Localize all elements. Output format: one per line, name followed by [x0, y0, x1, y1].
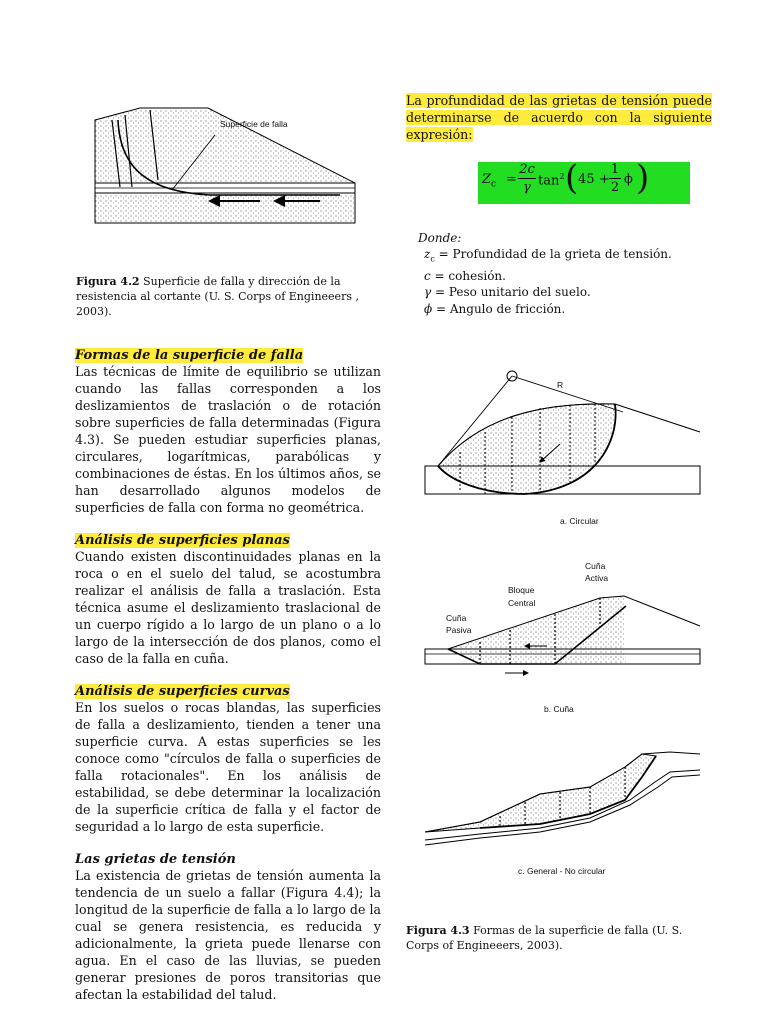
label-bloque-2: Central: [508, 598, 536, 608]
formula-fraction-1: 2c γ: [519, 162, 535, 195]
label-cuna-activa-1: Cuña: [585, 561, 606, 571]
figure-4-3a-diagram: [420, 362, 710, 534]
figure-4-3-caption-text: Formas de la superficie de falla (U. S. Corps of Engineeers, 2003).: [406, 924, 683, 952]
heading-planas: Análisis de superficies planas: [75, 533, 290, 548]
paragraph-planas: Cuando existen discontinuidades planas en la roca o en el suelo del talud, se acostumbra realizar el análisis de falla a traslación. Esta técnica asume el deslizamiento traslacional de un cuerpo rígido a lo largo de un plano o a lo largo de la intersección de dos planos, como el caso de la falla en cuña.: [75, 549, 381, 666]
label-R: R: [557, 380, 564, 390]
figure-4-2-diagram: [90, 100, 390, 230]
paragraph-formas: Las técnicas de límite de equilibrio se utilizan cuando las fallas corresponden a los deslizamientos de traslación o de rotación sobre superficies de falla determinadas (Figura 4.3). Se pueden estudiar superficies planas, circulares, logarítmicas, parabólicas y combinaciones de éstas. En los últimos años, se han desarrollado algunos modelos de superficies de falla con forma no geométrica.: [75, 364, 381, 515]
figure-4-3b-diagram: [420, 556, 710, 722]
formula-box: [478, 158, 690, 204]
formula-open-paren: (: [565, 158, 579, 198]
label-bloque-1: Bloque: [508, 585, 535, 595]
label-cuna-pasiva-1: Cuña: [446, 613, 467, 623]
formula-tan: $\tan^2$: [538, 172, 565, 189]
label-cuna-pasiva-2: Pasiva: [446, 625, 472, 635]
definition-zc: $z_c$ = Profundidad de la grieta de tensión.: [424, 247, 672, 264]
formula-plus: +: [599, 172, 610, 187]
formula-lhs: $Z_c$: [482, 172, 497, 190]
heading-formas: Formas de la superficie de falla: [75, 348, 304, 363]
formula-equals: =: [506, 172, 517, 187]
definition-c: c = cohesión.: [424, 268, 506, 283]
paragraph-curvas: En los suelos o rocas blandas, las superficies de falla a deslizamiento, tienden a tener una superficie curva. A estas superficies se les conoce como "círculos de falla o superficies de falla rotacionales". En los análisis de estabilidad, se debe determinar la localización de la superficie crítica de falla y el factor de seguridad a lo largo de esta superficie.: [75, 700, 381, 834]
figure-4-2-label: Superficie de falla: [220, 119, 288, 129]
formula-fraction-2: 1 2: [610, 162, 620, 195]
figure-4-3c-diagram: [420, 742, 710, 880]
caption-b-cuna: b. Cuña: [544, 704, 574, 714]
intro-paragraph: La profundidad de las grietas de tensión puede determinarse de acuerdo con la siguiente expresión:: [406, 93, 712, 142]
formula-phi: ϕ: [624, 172, 633, 187]
definition-gamma: γ = Peso unitario del suelo.: [424, 285, 591, 300]
donde-label: Donde:: [418, 231, 462, 245]
heading-curvas: Análisis de superficies curvas: [75, 684, 290, 699]
label-cuna-activa-2: Activa: [585, 573, 609, 583]
heading-grietas: Las grietas de tensión: [75, 852, 236, 867]
definitions-list: [424, 246, 724, 317]
paragraph-grietas: La existencia de grietas de tensión aumenta la tendencia de un suelo a fallar (Figura 4.4); la longitud de la superficie de falla a lo largo de la cual se genera resistencia, es reducida y adicionalmente, la grieta puede llenarse con agua. En el caso de las lluvias, se pueden generar presiones de poros transitorias que afectan la estabilidad del talud.: [75, 868, 381, 1002]
caption-c-general: c. General - No circular: [518, 866, 606, 876]
definition-phi: ϕ = Angulo de fricción.: [424, 301, 566, 316]
formula-close-paren: ): [636, 158, 650, 198]
figure-4-2-caption: [76, 274, 382, 319]
figure-4-3-caption-num: Figura 4.3: [406, 924, 470, 937]
figure-4-2-caption-text: Superficie de falla y dirección de la resistencia al cortante (U. S. Corps of Engineeers , 2003).: [76, 275, 359, 318]
caption-a-circular: a. Circular: [560, 516, 599, 526]
figure-4-2-caption-num: Figura 4.2: [76, 275, 140, 288]
figure-4-3-caption: [406, 923, 714, 953]
formula-45: 45: [578, 172, 595, 187]
